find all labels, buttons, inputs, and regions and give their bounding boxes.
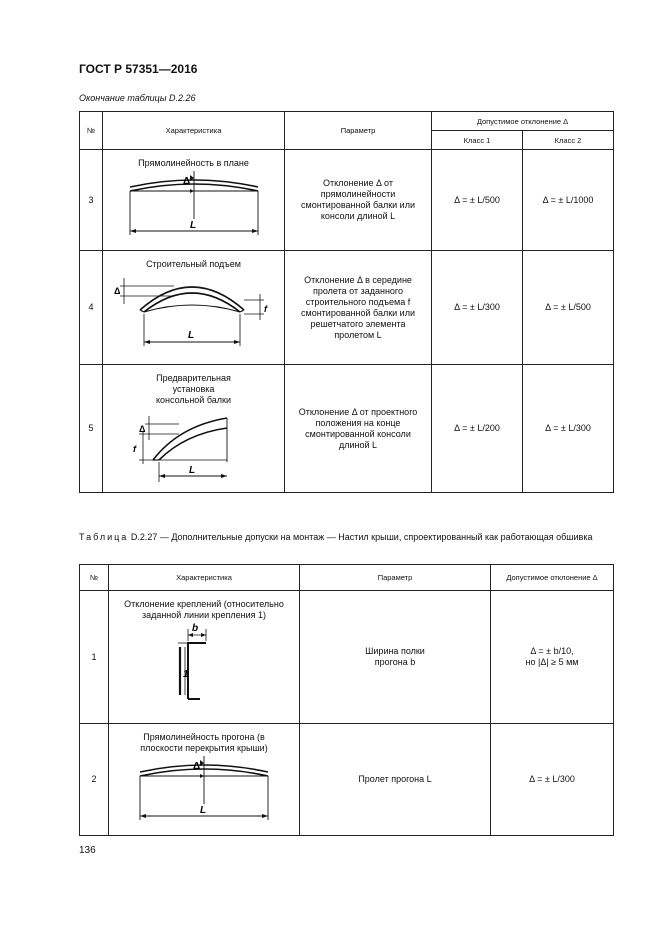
row-number: 3: [80, 150, 103, 251]
header-tolerance: Допустимое отклонение Δ: [432, 112, 614, 131]
class2-cell: Δ = ± L/1000: [523, 150, 614, 251]
table2-caption-prefix: Таблица: [79, 532, 129, 542]
table2-caption-text: D.2.27 — Дополнительные допуски на монтаж — Настил крыши, спроектированный как работающая обшивка: [130, 532, 593, 542]
straightness-diagram: [124, 169, 264, 241]
parameter-cell: Отклонение Δ от проектного положения на конце смонтированной консоли длиной L: [285, 365, 432, 493]
row-number: 1: [80, 591, 109, 724]
table-row: [80, 591, 614, 724]
length-label: L: [189, 220, 196, 231]
characteristic-title: Прямолинейность в плане: [138, 158, 249, 168]
parameter-cell: Ширина полки прогона b: [300, 591, 491, 724]
document-header: ГОСТ Р 57351—2016: [79, 62, 198, 76]
tolerance-line: но |Δ| ≥ 5 мм: [525, 657, 579, 667]
table-d226: [79, 111, 614, 493]
characteristic-title: Прямолинейность прогона (в плоскости перекрытия крыши): [140, 732, 268, 753]
characteristic-cell: [109, 724, 300, 836]
delta-label: Δ: [193, 761, 201, 772]
line-one-label: 1: [183, 669, 189, 680]
table-row: [80, 251, 614, 365]
table-row: [80, 150, 614, 251]
tolerance-cell: [491, 591, 614, 724]
camber-diagram: [114, 270, 274, 350]
length-label: L: [188, 465, 195, 476]
header-characteristic: Характеристика: [109, 565, 300, 591]
purlin-straightness-diagram: [134, 754, 274, 826]
table2-caption: [79, 531, 619, 544]
f-label: f: [132, 444, 136, 454]
page-number: 136: [79, 845, 96, 856]
header-tolerance: Допустимое отклонение Δ: [491, 565, 614, 591]
class1-cell: Δ = ± L/300: [432, 251, 523, 365]
class2-cell: Δ = ± L/500: [523, 251, 614, 365]
characteristic-title: Отклонение креплений (относительно заданной линии крепления 1): [124, 599, 284, 620]
characteristic-title: Строительный подъем: [146, 259, 241, 269]
class1-cell: Δ = ± L/200: [432, 365, 523, 493]
tolerance-line: Δ = ± b/10,: [530, 646, 574, 656]
header-parameter: Параметр: [300, 565, 491, 591]
cantilever-diagram: [119, 406, 269, 484]
parameter-cell: Отклонение Δ от прямолинейности смонтированной балки или консоли длиной L: [285, 150, 432, 251]
table-row: [80, 365, 614, 493]
characteristic-cell: [103, 150, 285, 251]
header-class2: Класс 2: [523, 131, 614, 150]
delta-label: Δ: [138, 424, 145, 434]
length-label: L: [200, 805, 207, 816]
delta-label: Δ: [113, 286, 120, 296]
characteristic-title: Предварительная установка консольной балки: [155, 373, 232, 405]
table-row: [80, 724, 614, 836]
class2-cell: Δ = ± L/300: [523, 365, 614, 493]
delta-label: Δ: [182, 176, 190, 187]
row-number: 5: [80, 365, 103, 493]
table1-caption: Окончание таблицы D.2.26: [79, 93, 196, 103]
length-label: L: [187, 330, 194, 341]
b-label: b: [192, 623, 199, 634]
parameter-cell: Пролет прогона L: [300, 724, 491, 836]
header-class1: Класс 1: [432, 131, 523, 150]
class1-cell: Δ = ± L/500: [432, 150, 523, 251]
header-characteristic: Характеристика: [103, 112, 285, 150]
f-label: f: [263, 304, 267, 314]
row-number: 2: [80, 724, 109, 836]
parameter-cell: Отклонение Δ в середине пролета от заданного строительного подъема f смонтированной балки или решетчатого элемента пролетом L: [285, 251, 432, 365]
fastener-diagram: [164, 621, 244, 711]
characteristic-cell: [103, 251, 285, 365]
characteristic-cell: [109, 591, 300, 724]
table-d227: [79, 564, 614, 836]
tolerance-cell: Δ = ± L/300: [491, 724, 614, 836]
header-num: №: [80, 565, 109, 591]
row-number: 4: [80, 251, 103, 365]
header-num: №: [80, 112, 103, 150]
header-parameter: Параметр: [285, 112, 432, 150]
characteristic-cell: [103, 365, 285, 493]
